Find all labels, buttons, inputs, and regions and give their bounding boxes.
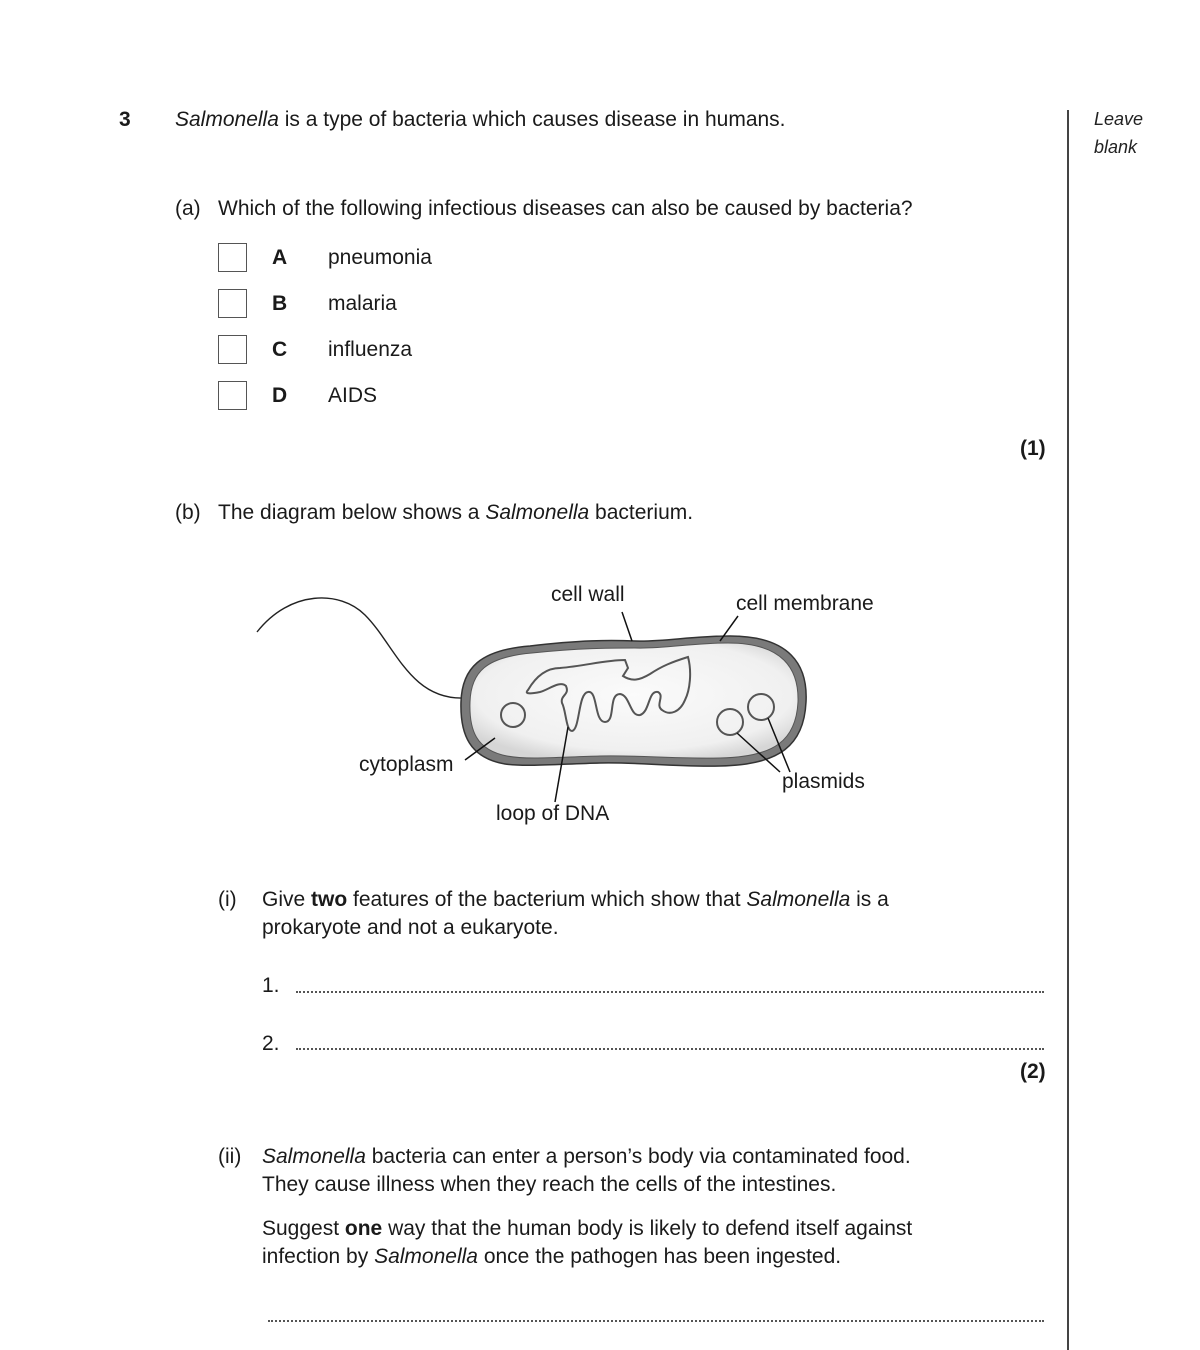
flagellum (257, 598, 464, 698)
label-plasmids: plasmids (782, 770, 865, 793)
option-d-text: AIDS (328, 384, 378, 407)
sub-i-text-b: features of the bacterium which show that (347, 888, 747, 911)
sub-i-text-c: is a (850, 888, 889, 911)
intro-text: is a type of bacteria which causes disease in humans. (278, 108, 786, 131)
part-a-label: (a) (175, 197, 201, 220)
label-cytoplasm: cytoplasm (359, 753, 454, 776)
sub-i-text-a: Give (262, 888, 312, 911)
label-cell-wall: cell wall (551, 583, 625, 606)
option-d-letter: D (272, 384, 288, 407)
part-a-prompt: Which of the following infectious diseases can also be caused by bacteria? (218, 197, 913, 220)
part-b-prompt-end: bacterium. (589, 501, 694, 524)
sub-ii-p1-line1 (262, 1143, 911, 1171)
option-a-text: pneumonia (328, 246, 432, 269)
sub-ii-bold: one (344, 1217, 383, 1240)
option-a-letter: A (272, 246, 288, 269)
option-b-letter: B (272, 292, 288, 315)
sub-i-organism: Salmonella (746, 888, 851, 911)
option-c-letter: C (272, 338, 288, 361)
option-c-text: influenza (328, 338, 413, 361)
part-b-label: (b) (175, 501, 201, 524)
sub-ii-organism: Salmonella (262, 1145, 366, 1168)
sub-ii-p1-line2: They cause illness when they reach the cells of the intestines. (262, 1173, 837, 1196)
blank-text: blank (1094, 137, 1138, 157)
part-a-marks: (1) (1020, 437, 1046, 460)
option-b-text: malaria (328, 292, 397, 315)
leave-text: Leave (1094, 109, 1144, 129)
sub-ii-p2-line1 (262, 1215, 912, 1243)
answer-1-line[interactable] (296, 991, 1044, 993)
sub-ii-p2-text-b: way that the human body is likely to defend itself against (382, 1217, 913, 1240)
part-b-organism: Salmonella (485, 501, 590, 524)
sub-i-line1 (262, 886, 889, 914)
organism-name: Salmonella (175, 108, 279, 131)
sub-ii-p2-line2 (262, 1243, 841, 1271)
part-b-prompt-start: The diagram below shows a (218, 501, 486, 524)
sub-ii-p2l2-organism: Salmonella (374, 1245, 478, 1268)
sub-i-label: (i) (218, 888, 237, 911)
sub-i-marks: (2) (1020, 1060, 1046, 1083)
question-number: 3 (119, 108, 131, 131)
sub-i-line2: prokaryote and not a eukaryote. (262, 916, 559, 939)
sub-ii-p2l2-text-b: once the pathogen has been ingested. (477, 1245, 842, 1268)
answer-2-line[interactable] (296, 1048, 1044, 1050)
sub-i-bold: two (311, 888, 348, 911)
answer-2-number: 2. (262, 1032, 280, 1055)
answer-1-number: 1. (262, 974, 280, 997)
sub-ii-p2l2-text-a: infection by (262, 1245, 375, 1268)
label-loop-of-dna: loop of DNA (496, 802, 610, 825)
sub-ii-label: (ii) (218, 1145, 242, 1168)
label-cell-membrane: cell membrane (736, 592, 874, 615)
leader-cell-wall (622, 612, 632, 641)
sub-ii-p1-text: bacteria can enter a person’s body via contaminated food. (365, 1145, 911, 1168)
sub-ii-p2-text-a: Suggest (262, 1217, 345, 1240)
sub-ii-answer-line[interactable] (268, 1320, 1044, 1322)
